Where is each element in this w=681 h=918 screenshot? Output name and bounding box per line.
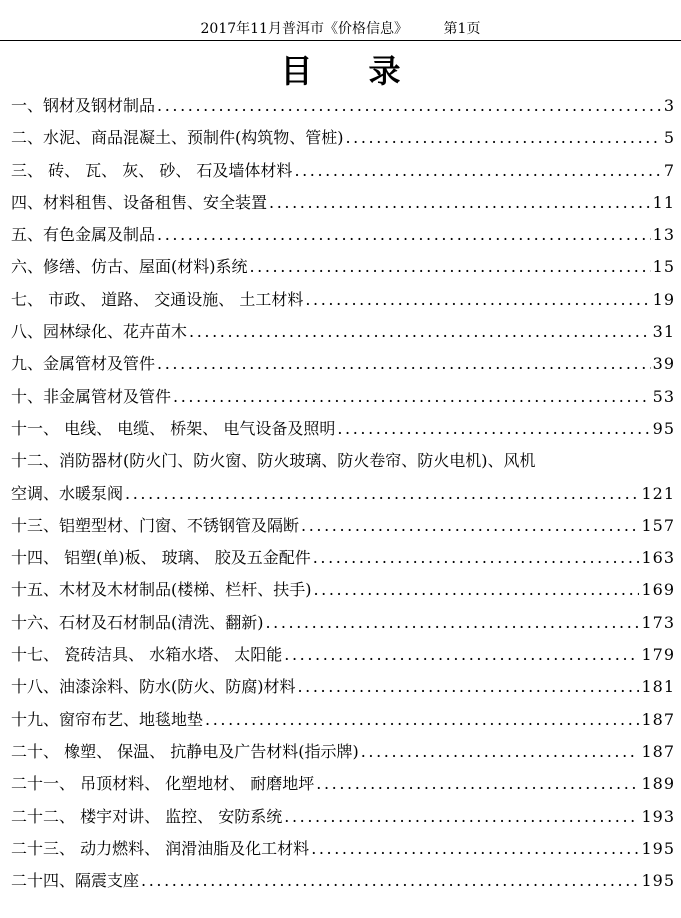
toc-entry[interactable]	[11, 155, 675, 187]
dot-leader	[157, 348, 651, 380]
toc-entry[interactable]	[11, 801, 675, 833]
toc-entry-title: 十六、石材及石材制品(清洗、翻新)	[11, 612, 264, 632]
toc-entry[interactable]	[11, 510, 675, 542]
toc-entry-title: 四、材料租售、设备租售、安全装置	[11, 192, 268, 212]
toc-entry-page-number: 13	[652, 225, 675, 245]
toc-entry-title: 二十四、隔震支座	[11, 871, 140, 891]
page-title: 目录	[280, 52, 457, 90]
dot-leader	[316, 768, 639, 800]
dot-leader	[337, 413, 650, 445]
toc-entry-title: 二十二、 楼宇对讲、 监控、 安防系统	[11, 806, 283, 826]
toc-entry[interactable]	[11, 445, 675, 477]
toc-entry[interactable]	[11, 381, 675, 413]
dot-leader	[314, 574, 640, 606]
toc-entry-title: 一、钢材及钢材制品	[11, 96, 156, 115]
toc-entry[interactable]	[11, 413, 675, 445]
toc-entry-title: 七、 市政、 道路、 交通设施、 土工材料	[11, 289, 304, 309]
dot-leader	[173, 381, 651, 413]
toc-entry[interactable]	[11, 704, 675, 736]
toc-entry-page-number: 19	[652, 289, 675, 309]
dot-leader	[157, 90, 662, 122]
dot-leader	[269, 187, 651, 219]
toc-entry-title: 十一、 电线、 电缆、 桥架、 电气设备及照明	[11, 418, 336, 438]
toc-entry-title: 二十三、 动力燃料、 润滑油脂及化工材料	[11, 838, 310, 858]
toc-entry-page-number: 11	[652, 192, 675, 212]
toc-entry-title: 二十、 橡塑、 保温、 抗静电及广告材料(指示牌)	[11, 741, 359, 761]
toc-entry[interactable]	[11, 865, 675, 897]
dot-leader	[189, 316, 651, 348]
toc-entry-page-number: 157	[641, 515, 675, 535]
dot-leader	[141, 865, 639, 897]
dot-leader	[250, 251, 651, 283]
toc-entry-page-number: 189	[641, 774, 675, 794]
toc-entry[interactable]	[11, 348, 675, 380]
dot-leader	[157, 219, 651, 251]
dot-leader	[301, 510, 639, 542]
toc-entry-page-number: 181	[641, 677, 675, 697]
header-rule	[0, 40, 681, 41]
toc-entry[interactable]	[11, 478, 675, 510]
toc-entry-title: 十七、 瓷砖洁具、 水箱水塔、 太阳能	[11, 645, 283, 665]
dot-leader	[125, 478, 639, 510]
toc-entry-page-number: 15	[652, 257, 675, 277]
toc-entry[interactable]	[11, 122, 675, 154]
toc-entry[interactable]	[11, 316, 675, 348]
toc-entry-page-number: 95	[652, 418, 675, 438]
toc-entry-title: 空调、水暖泵阀	[11, 483, 124, 503]
toc-entry-page-number: 195	[641, 871, 675, 891]
toc-entry-page-number: 31	[652, 322, 675, 342]
toc-entry[interactable]	[11, 574, 675, 606]
toc-entry-page-number: 173	[641, 612, 675, 632]
toc-entry[interactable]	[11, 251, 675, 283]
toc-entry-title: 十四、 铝塑(单)板、 玻璃、 胶及五金配件	[11, 548, 311, 568]
toc-entry[interactable]	[11, 768, 675, 800]
toc-entry-title: 六、修缮、仿古、屋面(材料)系统	[11, 257, 248, 277]
toc-entry-page-number: 179	[641, 645, 675, 665]
toc-entry-title: 九、金属管材及管件	[11, 354, 156, 374]
toc-entry[interactable]	[11, 639, 675, 671]
dot-leader	[205, 704, 639, 736]
dot-leader	[313, 542, 640, 574]
toc-entry[interactable]	[11, 542, 675, 574]
dot-leader	[346, 122, 662, 154]
toc-entry-title: 二、水泥、商品混凝土、预制件(构筑物、管桩)	[11, 128, 344, 148]
dot-leader	[298, 671, 640, 703]
toc-entry-title: 二十一、 吊顶材料、 化塑地材、 耐磨地坪	[11, 774, 315, 794]
page-header: 2017年11月普洱市《价格信息》 第1页	[200, 21, 481, 37]
toc-entry[interactable]	[11, 187, 675, 219]
toc-entry[interactable]	[11, 284, 675, 316]
dot-leader	[311, 833, 639, 865]
toc-entry-page-number: 187	[641, 741, 675, 761]
dot-leader	[294, 155, 661, 187]
toc-entry[interactable]	[11, 219, 675, 251]
toc-entry-page-number: 163	[641, 548, 675, 568]
dot-leader	[361, 736, 640, 768]
dot-leader	[284, 801, 639, 833]
toc-entry-page-number: 193	[641, 806, 675, 826]
toc-entry-page-number: 53	[652, 386, 675, 406]
toc-entry-title: 十八、油漆涂料、防水(防火、防腐)材料	[11, 677, 296, 697]
toc-entry-title: 十三、铝塑型材、门窗、不锈钢管及隔断	[11, 515, 300, 535]
toc-entry-page-number: 5	[663, 128, 675, 148]
toc-entry-page-number: 39	[652, 354, 675, 374]
dot-leader	[266, 607, 640, 639]
toc-entry-page-number: 187	[641, 709, 675, 729]
dot-leader	[284, 639, 639, 671]
toc-entry-page-number: 3	[663, 96, 675, 115]
toc-entry-page-number: 7	[663, 160, 675, 180]
toc-entry-title: 三、 砖、 瓦、 灰、 砂、 石及墙体材料	[11, 160, 293, 180]
toc-entry-title: 八、园林绿化、花卉苗木	[11, 322, 188, 342]
toc-entry[interactable]	[11, 90, 675, 122]
toc-entry-page-number: 195	[641, 838, 675, 858]
table-of-contents	[11, 90, 675, 897]
toc-entry-page-number: 169	[641, 580, 675, 600]
toc-entry-title: 十五、木材及木材制品(楼梯、栏杆、扶手)	[11, 580, 312, 600]
toc-entry[interactable]	[11, 833, 675, 865]
toc-entry-title: 五、有色金属及制品	[11, 225, 156, 245]
toc-entry-title: 十九、窗帘布艺、地毯地垫	[11, 709, 204, 729]
toc-entry-page-number: 121	[641, 483, 675, 503]
dot-leader	[305, 284, 650, 316]
toc-entry[interactable]	[11, 671, 675, 703]
toc-entry-title: 十二、消防器材(防火门、防火窗、防火玻璃、防火卷帘、防火电机)、风机	[11, 451, 536, 471]
toc-entry-title: 十、非金属管材及管件	[11, 386, 172, 406]
toc-entry[interactable]	[11, 607, 675, 639]
toc-entry[interactable]	[11, 736, 675, 768]
